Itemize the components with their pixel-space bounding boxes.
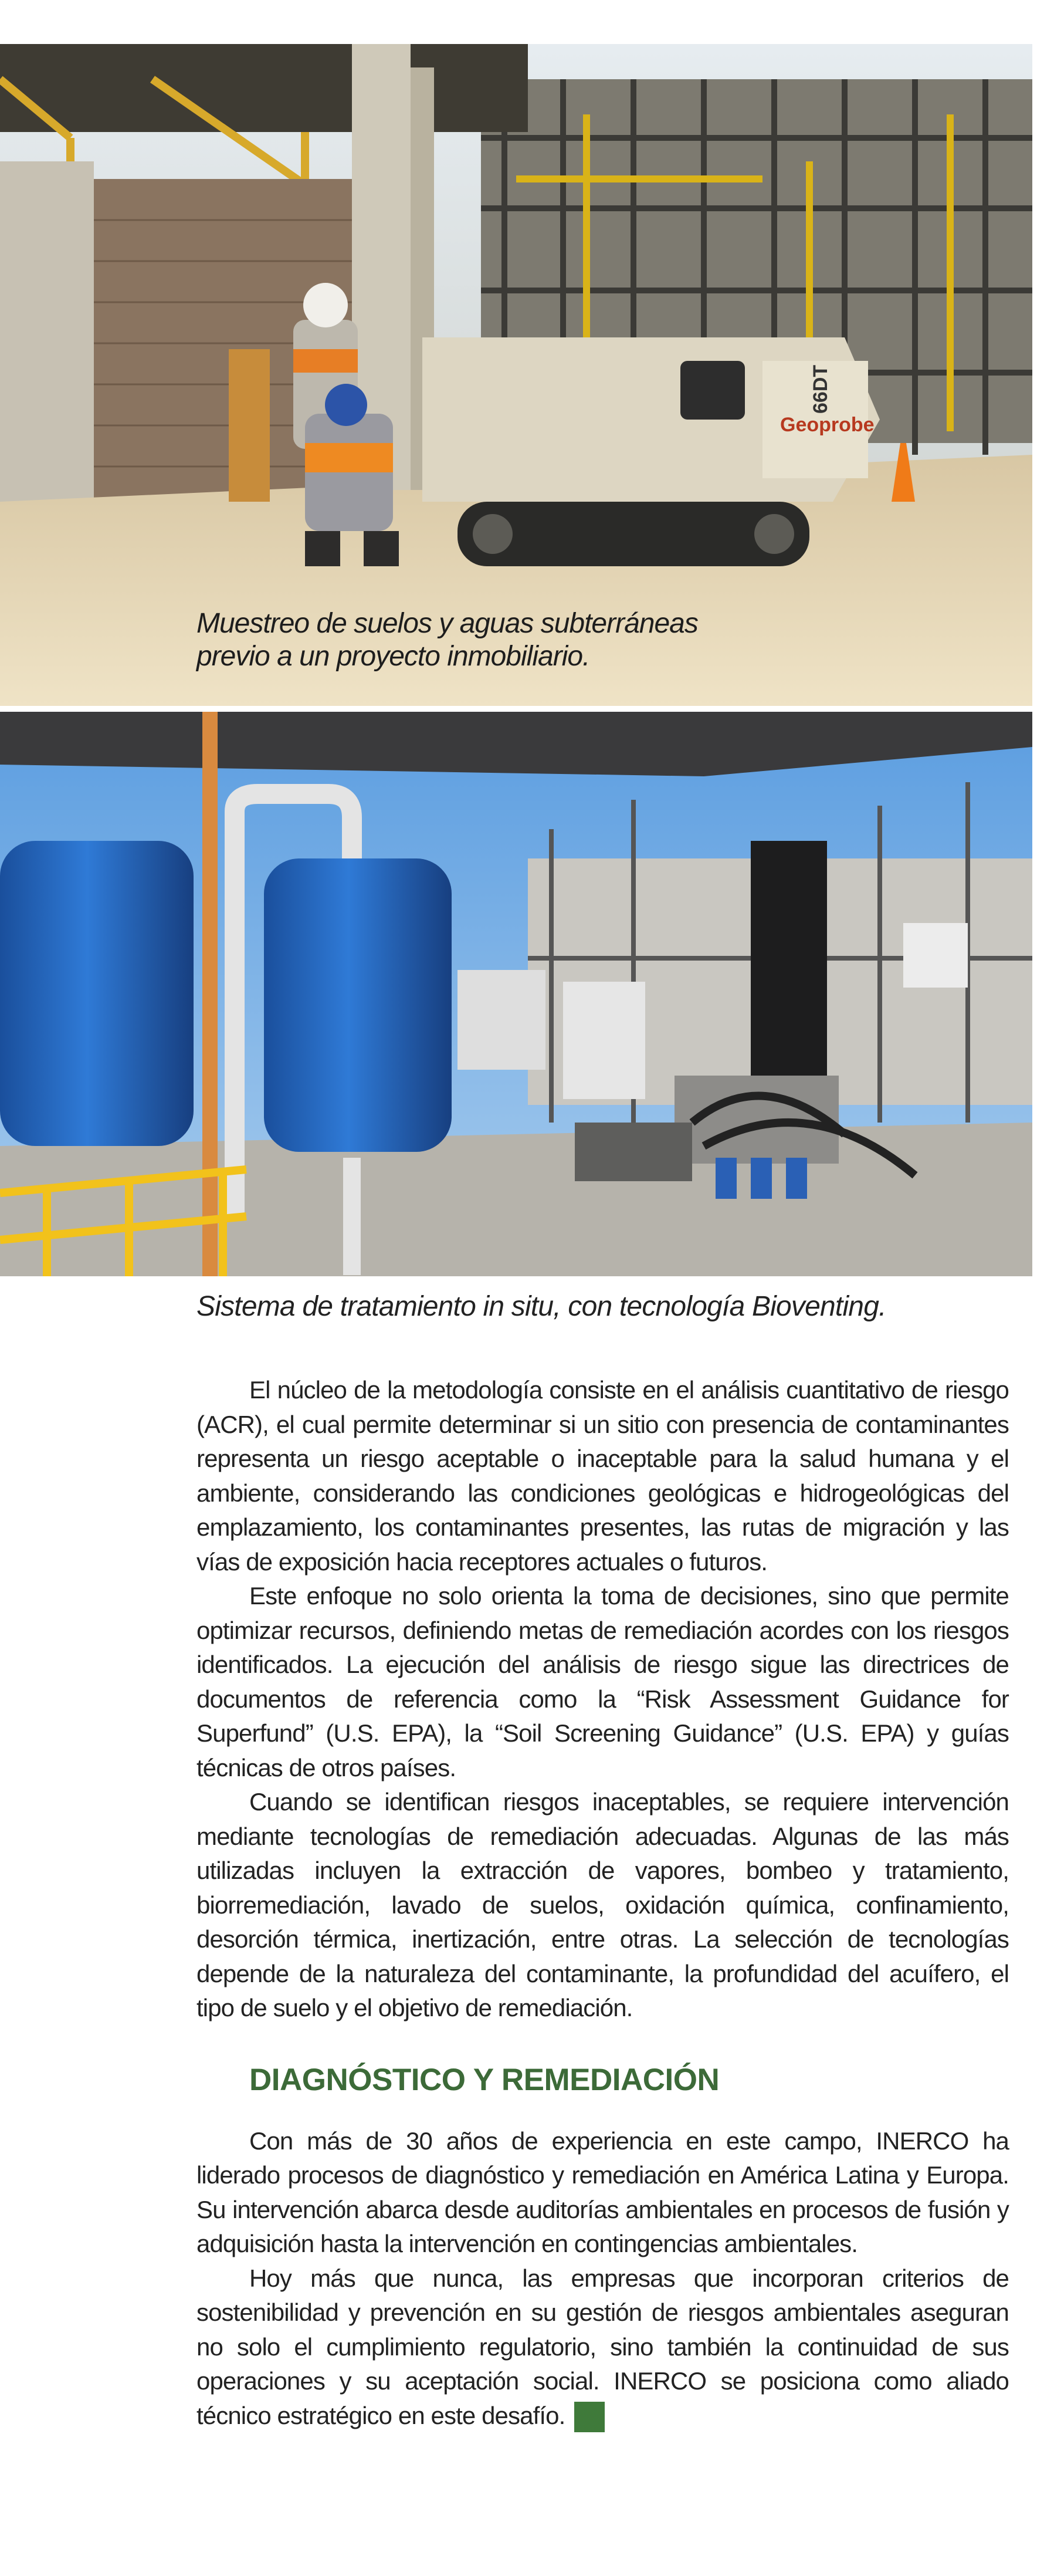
article-body (196, 1373, 1009, 2433)
machine-brand-logo: Geoprobe (780, 414, 875, 436)
photo-2-caption: Sistema de tratamiento in situ, con tecnología Bioventing. (196, 1291, 886, 1322)
paragraph-last (196, 2261, 1009, 2433)
paragraph: El núcleo de la metodología consiste en el análisis cuantitativo de riesgo (ACR), el cual permite determinar si un sitio con presencia de contaminantes representa un riesgo aceptable o inaceptable para la salud humana y el ambiente, considerando las condiciones geológicas e hidrogeológicas del emplazamiento, los contaminantes presentes, las rutas de migración y las vías de exposición hacia receptores actuales o futuros. (196, 1376, 1009, 1576)
paragraph-last-text: Hoy más que nunca, las empresas que incorporan criterios de sostenibilidad y prevención en su gestión de riesgos ambientales aseguran no solo el cumplimiento regulatorio, sino también la continuidad de sus operaciones y su aceptación social. INERCO se posiciona como aliado técnico estratégico en este desafío. (196, 2264, 1009, 2429)
photo-1-caption-line-1: Muestreo de suelos y aguas subterráneas (196, 608, 698, 639)
photo-1-caption-line-2: previo a un proyecto inmobiliario. (196, 641, 590, 672)
machine-model-label: 66DT (809, 364, 832, 414)
photo-bioventing-system (0, 712, 1032, 1276)
paragraph: Con más de 30 años de experiencia en este campo, INERCO ha liderado procesos de diagnóstico y remediación en América Latina y Europa. Su intervención abarca desde auditorías ambientales en procesos de fusión y adquisición hasta la intervención en contingencias ambientales. (196, 2127, 1009, 2257)
paragraph: Este enfoque no solo orienta la toma de decisiones, sino que permite optimizar recursos, definiendo metas de remediación acordes con los riesgos identificados. La ejecución del análisis de riesgo sigue las directrices de documentos de referencia como la “Risk Assessment Guidance for Superfund” (U.S. EPA), la “Soil Screening Guidance” (U.S. EPA) y guías técnicas de otros países. (196, 1582, 1009, 1781)
photo-soil-sampling (0, 44, 1032, 706)
paragraph: Cuando se identifican riesgos inaceptables, se requiere intervención mediante tecnologías de remediación adecuadas. Algunas de las más utilizadas incluyen la extracción de vapores, bombeo y tratamiento, biorremediación, lavado de suelos, oxidación química, confinamiento, desorción térmica, inertización, entre otras. La selección de tecnologías depende de la naturaleza del contaminante, la profundidad del acuífero, el tipo de suelo y el objetivo de remediación. (196, 1788, 1009, 2021)
end-of-article-badge: IA (574, 2402, 605, 2432)
section-heading: DIAGNÓSTICO Y REMEDIACIÓN (249, 2062, 720, 2097)
photo-1-caption (196, 607, 724, 673)
